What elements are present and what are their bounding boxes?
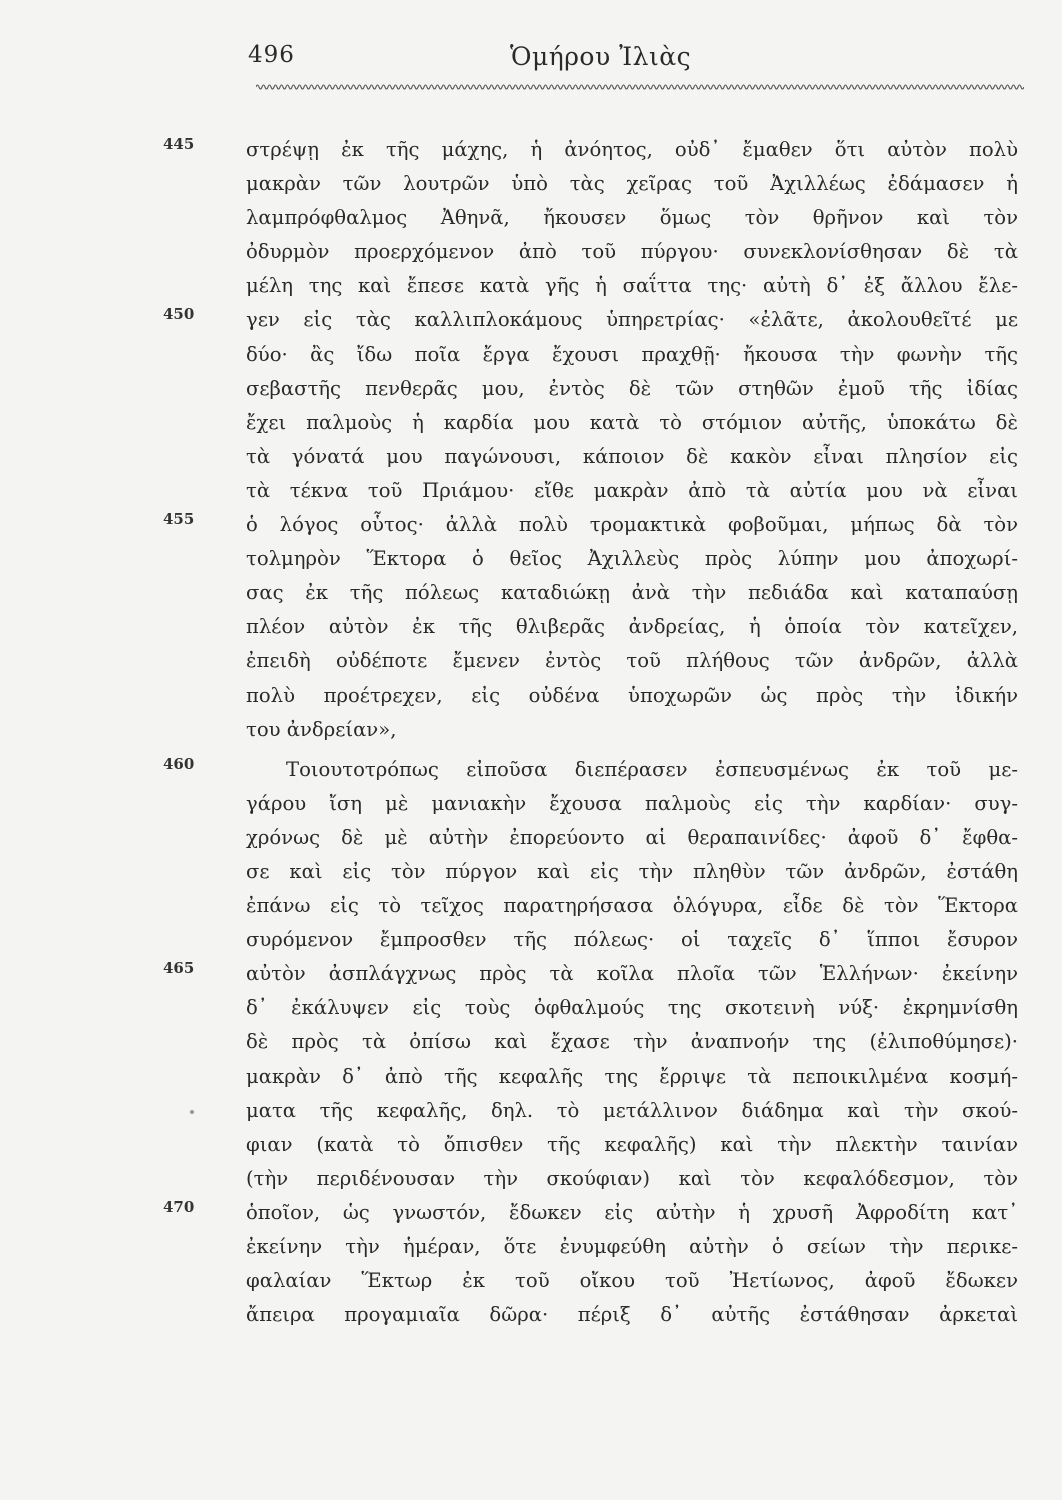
line-text: αὐτὸν ἀσπλάγχνως πρὸς τὰ κοῖλα πλοῖα τῶν Ἑλλήνων· ἐκείνην (246, 962, 1018, 986)
line-text: ὁ λόγος οὗτος· ἀλλὰ πολὺ τρομακτικὰ φοβοῦμαι, μήπως δὰ τὸν (246, 513, 1018, 537)
text-line (0, 1094, 1062, 1128)
text-line (0, 576, 1062, 610)
text-line (0, 889, 1062, 923)
text-line (0, 508, 1062, 542)
line-text: ὁποῖον, ὡς γνωστόν, ἔδωκεν εἰς αὐτὴν ἡ χρυσῆ Ἀφροδίτη κατ᾽ (246, 1200, 1018, 1224)
line-number: 445 (163, 135, 195, 153)
line-number: 465 (163, 959, 195, 978)
line-number: 450 (163, 305, 195, 324)
text-line (0, 1060, 1062, 1094)
line-text: γεν εἰς τὰς καλλιπλοκάμους ὑπηρετρίας· «ἐλᾶτε, ἀκολουθεῖτέ με (246, 308, 1018, 332)
line-text: δὲ πρὸς τὰ ὀπίσω καὶ ἔχασε τὴν ἀναπνοήν της (ἐλιποθύμησε)· (246, 1030, 1018, 1054)
line-text: του ἀνδρείαν», (246, 717, 397, 741)
text-line (0, 372, 1062, 406)
line-text: πλέον αὐτὸν ἐκ τῆς θλιβερᾶς ἀνδρείας, ἡ ὁποία τὸν κατεῖχεν, (246, 615, 1018, 639)
text-line (0, 167, 1062, 201)
text-line (0, 787, 1062, 821)
text-line (0, 1162, 1062, 1196)
line-text: τὰ τέκνα τοῦ Πριάμου· εἴθε μακρὰν ἀπὸ τὰ αὐτία μου νὰ εἶναι (246, 478, 1018, 502)
line-text: ἐκείνην τὴν ἡμέραν, ὅτε ἐνυμφεύθη αὐτὴν ὁ σείων τὴν περικε- (246, 1235, 1018, 1258)
line-text: πολὺ προέτρεχεν, εἰς οὐδένα ὑποχωρῶν ὡς πρὸς τὴν ἰδικήν (246, 683, 1018, 707)
line-text: φαλαίαν Ἕκτωρ ἐκ τοῦ οἴκου τοῦ Ἠετίωνος, ἀφοῦ ἔδωκεν (246, 1269, 1018, 1293)
text-line (0, 303, 1062, 337)
text-line (0, 753, 1062, 787)
line-text: σεβαστῆς πενθερᾶς μου, ἐντὸς δὲ τῶν στηθῶν ἐμοῦ τῆς ἰδίας (246, 376, 1018, 400)
running-title: Ὁμήρου Ἰλιὰς (510, 42, 692, 71)
line-text: δύο· ἂς ἴδω ποῖα ἔργα ἔχουσι πραχθῇ· ἤκουσα τὴν φωνὴν τῆς (246, 342, 1018, 366)
line-text: (τὴν περιδένουσαν τὴν σκούφιαν) καὶ τὸν κεφαλόδεσμον, τὸν (246, 1166, 1018, 1190)
line-text: τολμηρὸν Ἕκτορα ὁ θεῖος Ἀχιλλεὺς πρὸς λύπην μου ἀποχωρί- (246, 547, 1018, 571)
line-text: γάρου ἴση μὲ μανιακὴν ἔχουσα παλμοὺς εἰς τὴν καρδίαν· συγ- (246, 791, 1018, 815)
text-line (0, 1264, 1062, 1298)
line-text: χρόνως δὲ μὲ αὐτὴν ἐπορεύοντο αἱ θεραπαινίδες· ἀφοῦ δ᾽ ἔφθα- (246, 825, 1018, 849)
line-text: ἐπάνω εἰς τὸ τεῖχος παρατηρήσασα ὁλόγυρα, εἶδε δὲ τὸν Ἕκτορα (246, 894, 1018, 918)
line-text: συρόμενον ἔμπροσθεν τῆς πόλεως· οἱ ταχεῖς δ᾽ ἵπποι ἔσυρον (246, 928, 1018, 952)
text-line (0, 440, 1062, 474)
text-line (0, 474, 1062, 508)
text-line (0, 201, 1062, 235)
line-text: λαμπρόφθαλμος Ἀθηνᾶ, ἤκουσεν ὅμως τὸν θρῆνον καὶ τὸν (246, 206, 1018, 230)
text-line (0, 679, 1062, 713)
line-text: σε καὶ εἰς τὸν πύργον καὶ εἰς τὴν πληθὺν τῶν ἀνδρῶν, ἐστάθη (246, 859, 1018, 883)
line-text: δ᾽ ἐκάλυψεν εἰς τοὺς ὀφθαλμούς της σκοτεινὴ νύξ· ἐκρημνίσθη (246, 996, 1018, 1020)
text-line (0, 821, 1062, 855)
line-text: ἄπειρα προγαμιαῖα δῶρα· πέριξ δ᾽ αὐτῆς ἐστάθησαν ἀρκεταὶ (246, 1303, 1018, 1327)
line-text: μακρὰν δ᾽ ἀπὸ τῆς κεφαλῆς της ἔρριψε τὰ πεποικιλμένα κοσμή- (246, 1064, 1018, 1088)
line-text: ἐπειδὴ οὐδέποτε ἔμενεν ἐντὸς τοῦ πλήθους τῶν ἀνδρῶν, ἀλλὰ (246, 649, 1018, 673)
line-number: 460 (163, 754, 195, 773)
text-line (0, 991, 1062, 1025)
text-line (0, 1128, 1062, 1162)
line-text: μέλη της καὶ ἔπεσε κατὰ γῆς ἡ σαΐττα της· αὐτὴ δ᾽ ἐξ ἄλλου ἔλε- (246, 274, 1018, 298)
text-line (0, 338, 1062, 372)
line-text: ματα τῆς κεφαλῆς, δηλ. τὸ μετάλλινον διάδημα καὶ τὴν σκού- (246, 1098, 1018, 1122)
text-line (0, 406, 1062, 440)
header-wavy-rule (256, 80, 1024, 94)
text-line (0, 855, 1062, 889)
text-line (0, 1196, 1062, 1230)
text-line (0, 923, 1062, 957)
line-text: στρέψῃ ἐκ τῆς μάχης, ἡ ἀνόητος, οὐδ᾽ ἔμαθεν ὅτι αὐτὸν πολὺ (246, 138, 1018, 161)
text-line (0, 957, 1062, 991)
line-text: Τοιουτοτρόπως εἰποῦσα διεπέρασεν ἐσπευσμένως ἐκ τοῦ με- (286, 757, 1018, 781)
text-line (0, 1230, 1062, 1264)
text-line (0, 644, 1062, 678)
text-line (0, 713, 1062, 747)
text-line (0, 542, 1062, 576)
line-text: ἔχει παλμοὺς ἡ καρδία μου κατὰ τὸ στόμιον αὐτῆς, ὑποκάτω δὲ (246, 410, 1018, 434)
text-line (0, 1025, 1062, 1059)
text-line (0, 610, 1062, 644)
line-text: ὀδυρμὸν προερχόμενον ἀπὸ τοῦ πύργου· συνεκλονίσθησαν δὲ τὰ (246, 240, 1018, 264)
stray-mark (190, 1110, 194, 1114)
text-line (0, 235, 1062, 269)
text-line (0, 269, 1062, 303)
text-line (0, 1298, 1062, 1332)
line-number: 455 (163, 510, 195, 529)
page-header (248, 42, 1018, 82)
text-line (0, 133, 1062, 167)
page-number: 496 (248, 42, 295, 68)
line-text: φιαν (κατὰ τὸ ὄπισθεν τῆς κεφαλῆς) καὶ τὴν πλεκτὴν ταινίαν (246, 1132, 1018, 1156)
body-text (0, 133, 1062, 1332)
line-number: 470 (163, 1197, 195, 1216)
line-text: μακρὰν τῶν λουτρῶν ὑπὸ τὰς χεῖρας τοῦ Ἀχιλλέως ἐδάμασεν ἡ (246, 172, 1018, 196)
line-text: σας ἐκ τῆς πόλεως καταδιώκῃ ἀνὰ τὴν πεδιάδα καὶ καταπαύσῃ (246, 581, 1018, 605)
line-text: τὰ γόνατά μου παγώνουσι, κάποιον δὲ κακὸν εἶναι πλησίον εἰς (246, 444, 1018, 468)
